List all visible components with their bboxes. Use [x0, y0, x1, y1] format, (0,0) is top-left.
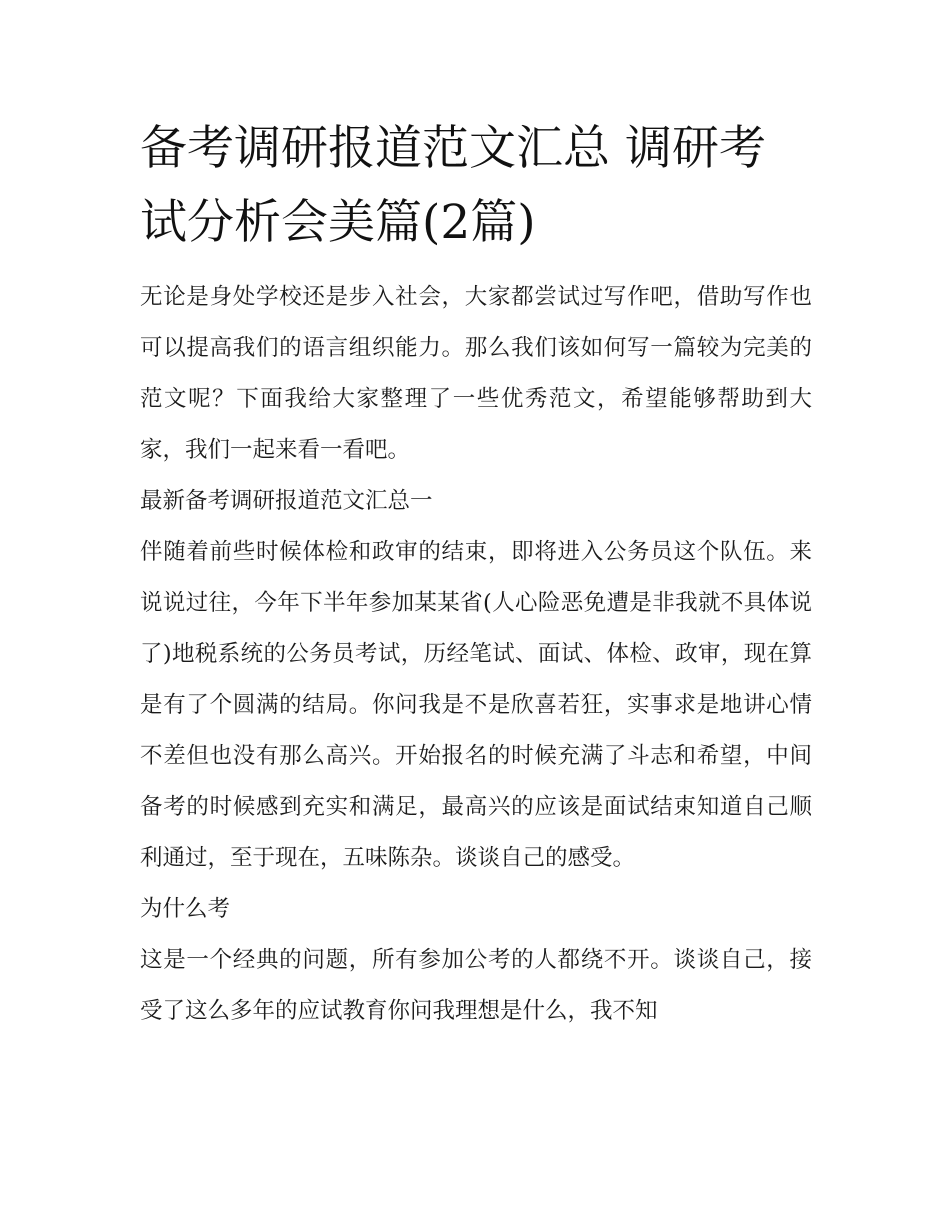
section-heading-1: 最新备考调研报道范文汇总一	[140, 488, 433, 514]
document-title: 备考调研报道范文汇总 调研考试分析会美篇(2篇)	[140, 121, 766, 250]
body-paragraph-2: 这是一个经典的问题，所有参加公考的人都绕不开。谈谈自己，接受了这么多年的应试教育你问我理想是什么，我不知	[140, 947, 812, 1024]
section-heading-2: 为什么考	[140, 896, 231, 922]
intro-paragraph: 无论是身处学校还是步入社会，大家都尝试过写作吧，借助写作也可以提高我们的语言组织能力。那么我们该如何写一篇较为完美的范文呢？下面我给大家整理了一些优秀范文，希望能够帮助到大家，我们一起来看一看吧。	[140, 284, 812, 463]
body-paragraph-1: 伴随着前些时候体检和政审的结束，即将进入公务员这个队伍。来说说过往，今年下半年参加某某省(人心险恶免遭是非我就不具体说了)地税系统的公务员考试，历经笔试、面试、体检、政审，现在算是有了个圆满的结局。你问我是不是欣喜若狂，实事求是地讲心情不差但也没有那么高兴。开始报名的时候充满了斗志和希望，中间备考的时候感到充实和满足，最高兴的应该是面试结束知道自己顺利通过，至于现在，五味陈杂。谈谈自己的感受。	[140, 539, 812, 871]
document-body	[140, 112, 812, 1037]
